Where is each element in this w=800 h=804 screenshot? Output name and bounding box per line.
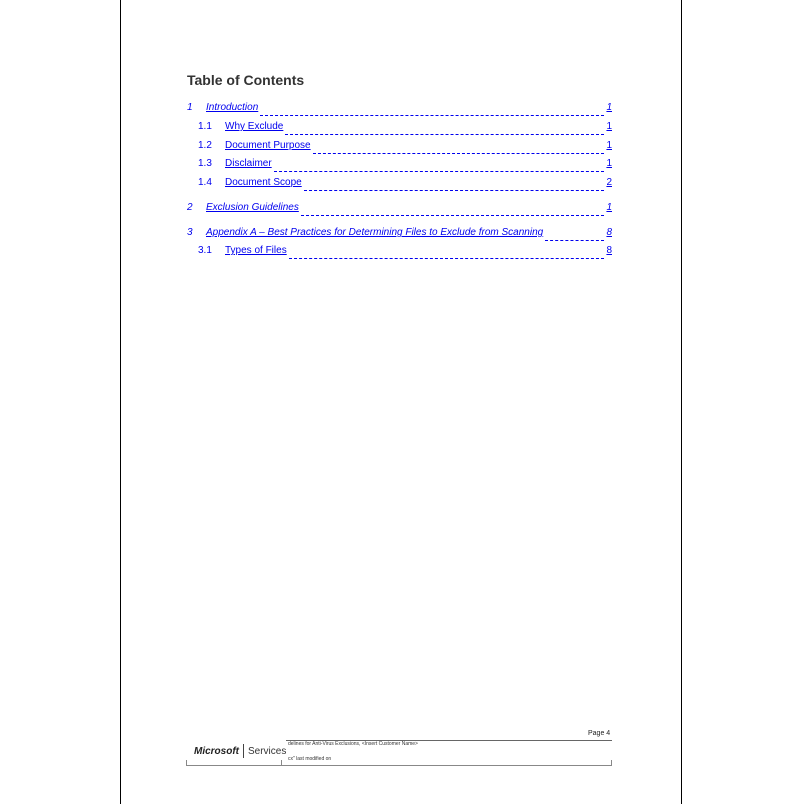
toc-entry-number: 3.1 xyxy=(198,245,212,256)
toc-entry-document-scope[interactable] xyxy=(198,177,612,191)
toc-entry-number: 1.3 xyxy=(198,158,212,169)
toc-entry-why-exclude[interactable] xyxy=(198,121,612,135)
toc-entry-text: Document Purpose xyxy=(225,140,311,151)
toc-entry-number: 2 xyxy=(187,202,193,213)
toc-entry-page: 8 xyxy=(606,245,612,256)
toc-entry-page: 2 xyxy=(606,177,612,188)
footer-tick-right xyxy=(611,760,612,766)
toc-entry-text: Appendix A – Best Practices for Determining Files to Exclude from Scanning xyxy=(206,227,544,238)
toc-leader-dots xyxy=(545,232,604,241)
toc-entry-exclusion-guidelines[interactable] xyxy=(187,202,612,216)
logo-separator xyxy=(243,744,244,758)
footer-document-title: delines for Anti-Virus Exclusions, <Insert Customer Name> xyxy=(288,741,418,747)
microsoft-services-logo xyxy=(194,744,286,758)
footer-bottom-divider xyxy=(186,765,612,766)
footer-tick-mid xyxy=(281,760,282,766)
toc-entry-text: Document Scope xyxy=(225,177,302,188)
toc-entry-introduction[interactable] xyxy=(187,102,612,116)
toc-leader-dots xyxy=(260,107,604,116)
toc-entry-number: 1 xyxy=(187,102,193,113)
toc-leader-dots xyxy=(313,145,605,154)
toc-entry-page: 1 xyxy=(606,121,612,132)
toc-entry-page: 1 xyxy=(606,202,612,213)
toc-entry-document-purpose[interactable] xyxy=(198,140,612,154)
toc-leader-dots xyxy=(274,163,605,172)
toc-entry-page: 1 xyxy=(606,102,612,113)
toc-entry-page: 1 xyxy=(606,140,612,151)
toc-entry-number: 1.1 xyxy=(198,121,212,132)
toc-leader-dots xyxy=(304,182,605,191)
toc-entry-number: 3 xyxy=(187,227,193,238)
toc-entry-text: Disclaimer xyxy=(225,158,272,169)
toc-leader-dots xyxy=(285,126,604,135)
logo-product: Services xyxy=(248,745,287,757)
toc-leader-dots xyxy=(301,207,605,216)
toc-entry-appendix-a[interactable] xyxy=(187,227,612,241)
toc-entry-page: 1 xyxy=(606,158,612,169)
toc-entry-text: Why Exclude xyxy=(225,121,284,132)
toc-entry-types-of-files[interactable] xyxy=(198,245,612,259)
toc-entry-page: 8 xyxy=(606,227,612,238)
toc-entry-text: Exclusion Guidelines xyxy=(206,202,299,213)
toc-entry-text: Types of Files xyxy=(225,245,287,256)
toc-entry-number: 1.4 xyxy=(198,177,212,188)
toc-entry-text: Introduction xyxy=(206,102,259,113)
toc-entry-number: 1.2 xyxy=(198,140,212,151)
toc-leader-dots xyxy=(289,250,605,259)
footer-tick-left xyxy=(186,760,187,766)
toc-entry-disclaimer[interactable] xyxy=(198,158,612,172)
logo-brand: Microsoft xyxy=(194,745,239,757)
footer-page-number: Page 4 xyxy=(588,730,611,737)
footer-last-modified: cx" last modified on xyxy=(288,756,332,762)
toc-title: Table of Contents xyxy=(187,72,305,88)
